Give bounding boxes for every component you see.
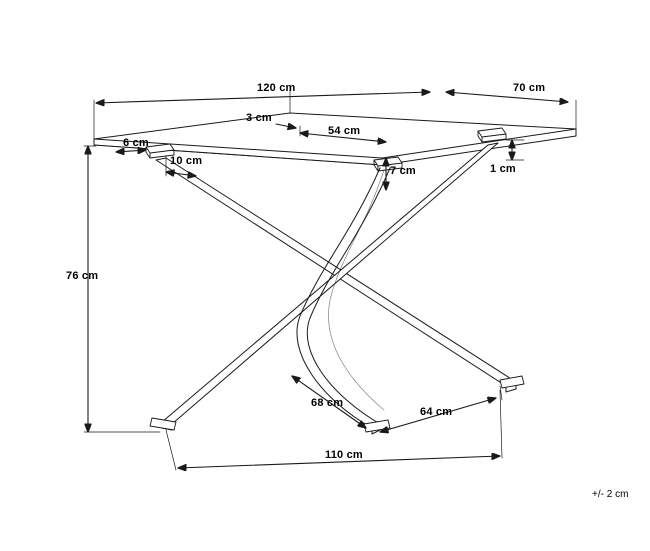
dimension-label-base-width: 110 cm [325,449,363,461]
dimension-label-bracket-width: 54 cm [328,125,361,137]
dimension-label-top-depth: 70 cm [513,82,546,94]
dimension-label-leg-span-depth: 68 cm [311,397,344,409]
dimension-label-top-width: 120 cm [257,82,296,94]
dimension-label-bracket-inset: 3 cm [246,112,272,124]
dimension-label-total-height: 76 cm [66,270,99,282]
dimension-label-leg-span-side: 64 cm [420,406,453,418]
tolerance-note: +/- 2 cm [592,489,629,500]
dimension-label-edge-offset: 6 cm [123,137,149,149]
dimension-label-bracket-depth: 10 cm [170,155,203,167]
table-leg-base [150,143,524,434]
dimension-label-frame-drop: 7 cm [390,165,416,177]
dimension-label-glass-thickness: 1 cm [490,163,516,175]
